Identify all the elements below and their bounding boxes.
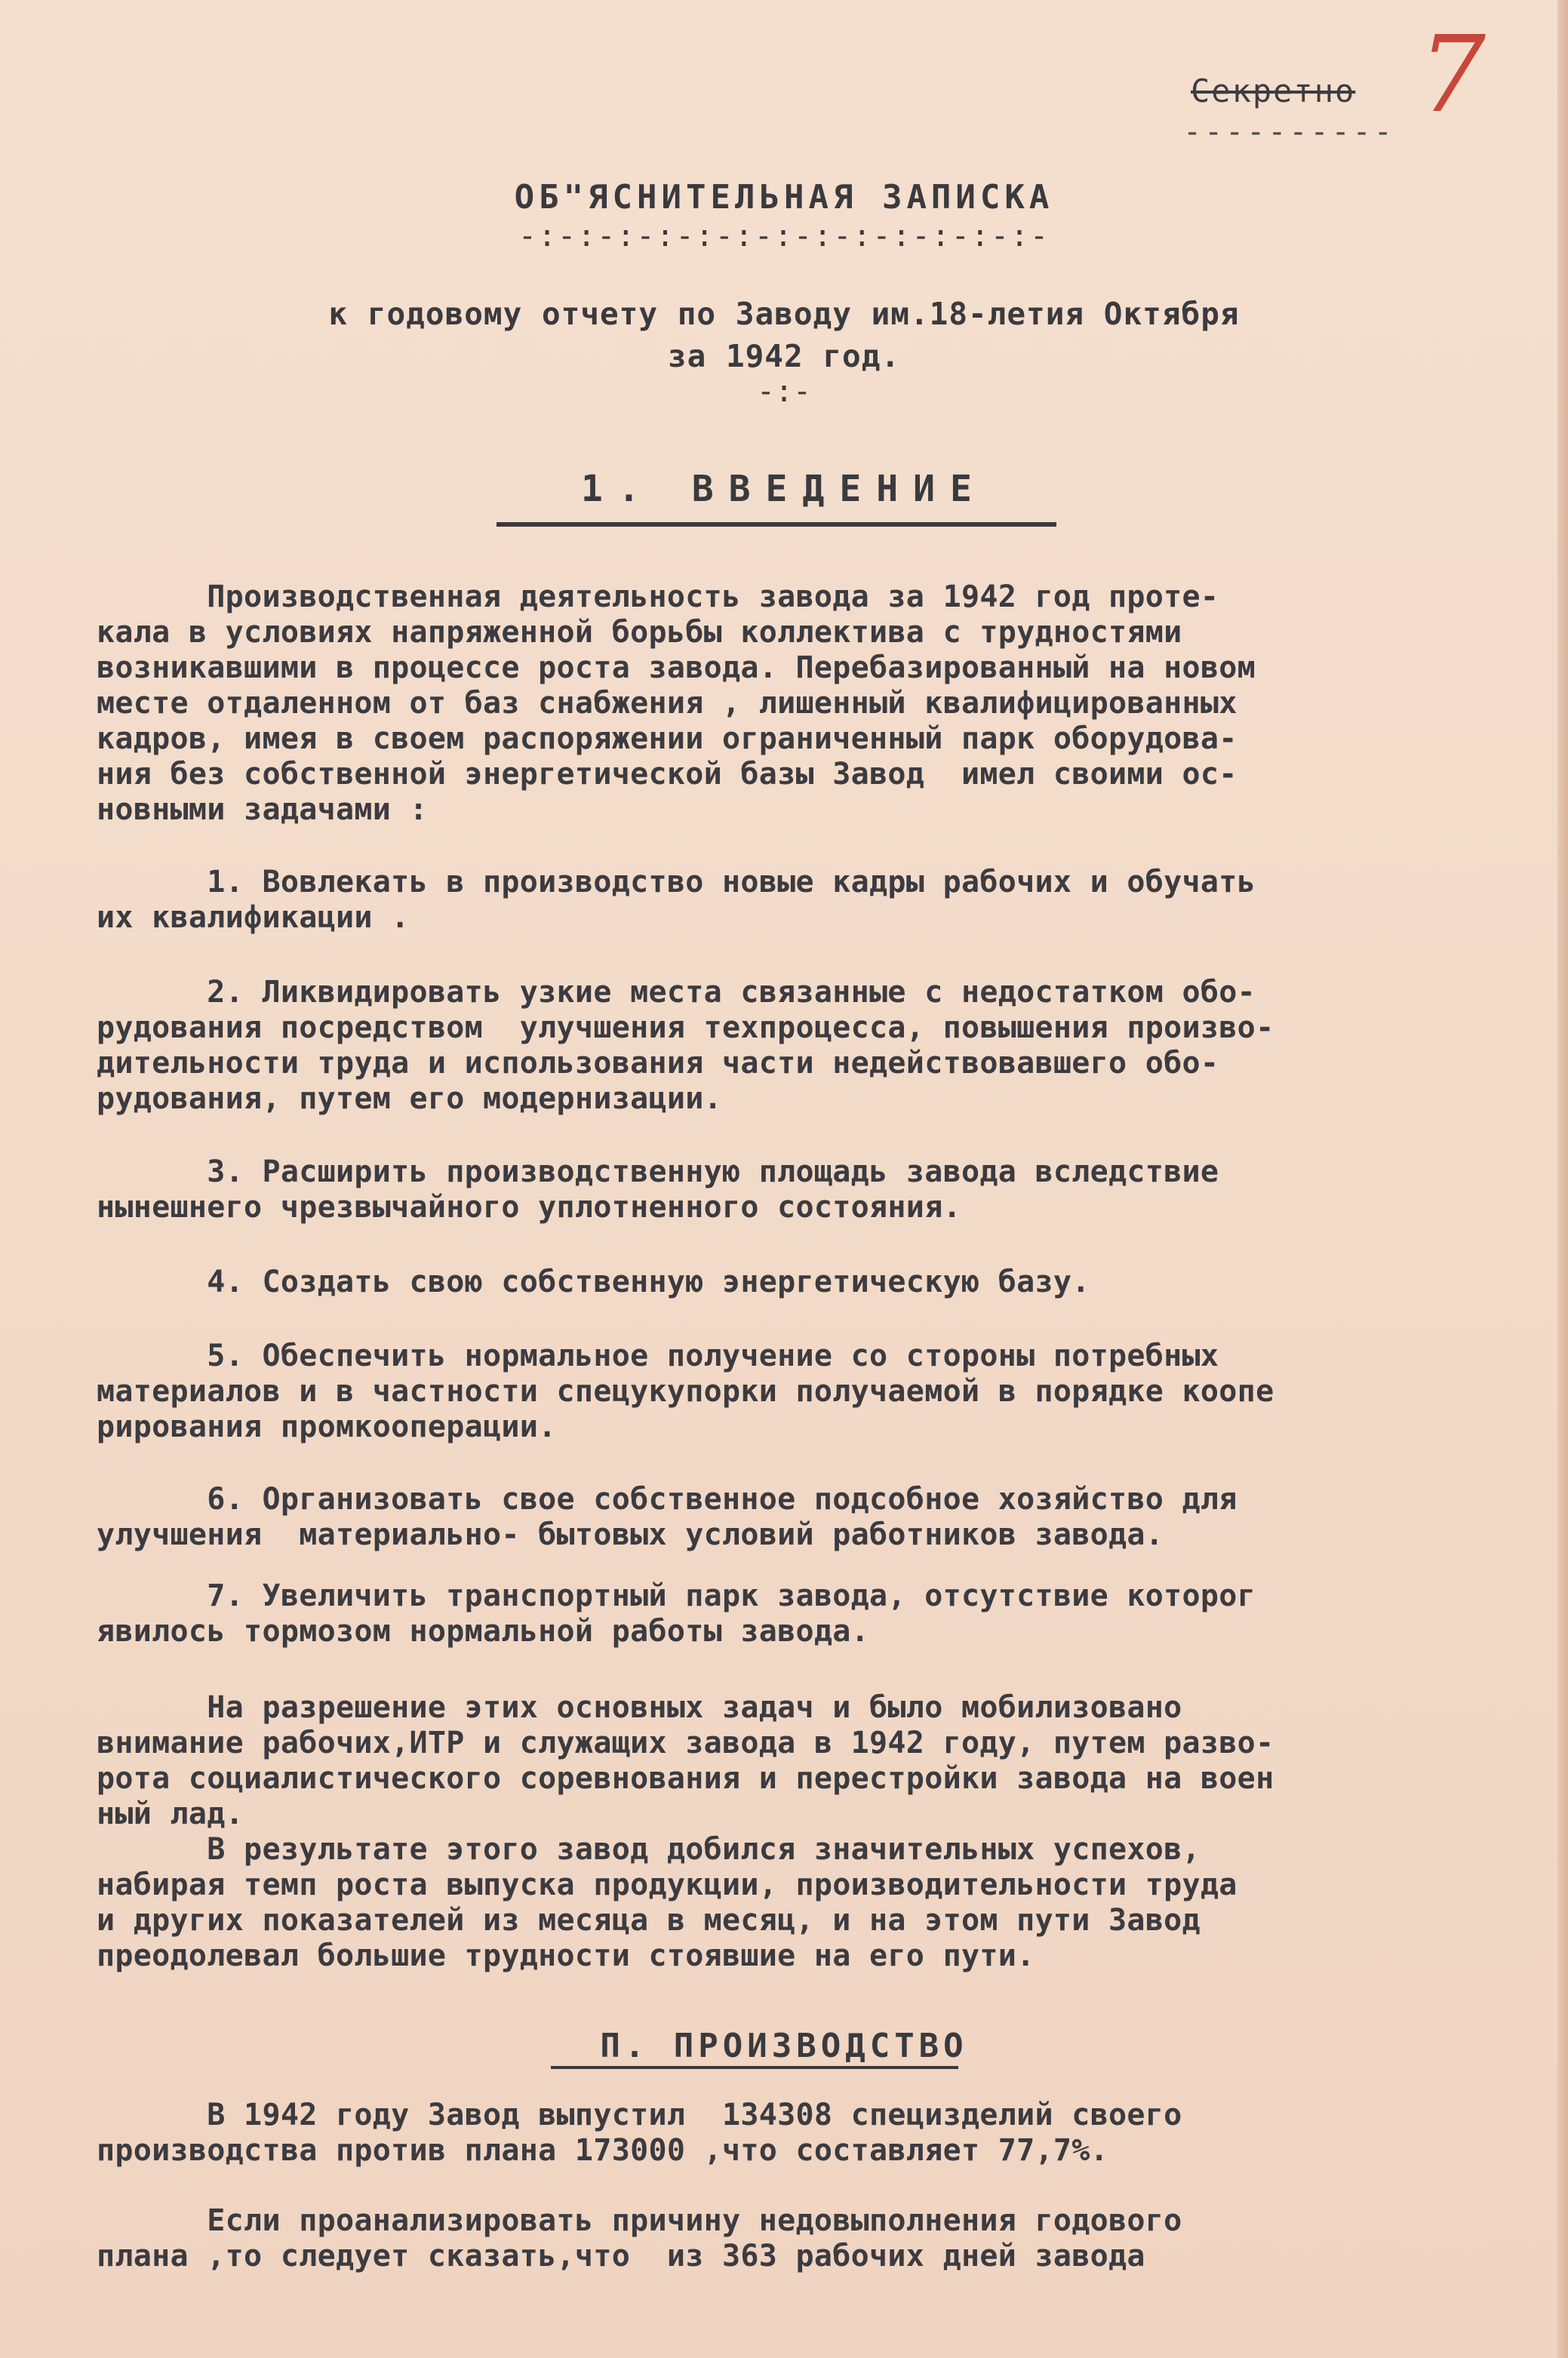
conclusion-paragraph: На разрешение этих основных задач и было мобилизовано внимание рабочих,ИТР и служащих завода в 1942 году, путем разво- рота социалистического соревнования и перестройки завода на воен ный лад. В результате этого завод добился значительных успехов, набирая темп роста выпуска продукции, производительности труда и других показателей из месяца в месяц, и на этом пути Завод преодолевал большие трудности стоявшие на его пути. [97,1690,1274,1973]
task-7: 7. Увеличить транспортный парк завода, отсутствие которог явилось тормозом нормальной работы завода. [97,1579,1256,1649]
section-2-underline [551,2066,958,2069]
task-6: 6. Организовать свое собственное подсобное хозяйство для улучшения материально- бытовых условий работников завода. [97,1482,1237,1552]
section-1-heading: 1. ВВЕДЕНИЕ [581,468,987,510]
task-3: 3. Расширить производственную площадь завода вследствие нынешнего чрезвычайного уплотненного состояния. [97,1154,1219,1225]
production-paragraph-2: Если проанализировать причину недовыполнения годового плана ,то следует сказать,что из 363 рабочих дней завода [97,2203,1182,2273]
document-title: ОБ"ЯСНИТЕЛЬНАЯ ЗАПИСКА [514,178,1054,217]
document-subtitle [0,293,1568,377]
classification-stamp: Секретно [1191,72,1356,109]
task-2: 2. Ликвидировать узкие места связанные с недостатком обо- рудования посредством улучшения техпроцесса, повышения произво- дительности труда и использования части недействовавшего обо- рудования, путем его модернизации. [97,975,1274,1116]
task-5: 5. Обеспечить нормальное получение со стороны потребных материалов и в частности спецукупорки получаемой в порядке коопе рирования промкооперации. [97,1339,1274,1444]
classification-underline: ---------- [1183,115,1395,149]
subtitle-line-1: к годовому отчету по Заводу им.18-летия Октября [328,296,1240,332]
handwritten-page-number: 7 [1419,14,1487,137]
title-dash-line: -:-:-:-:-:-:-:-:-:-:-:-:-:- [518,219,1050,254]
task-4: 4. Создать свою собственную энергетическую базу. [97,1265,1090,1299]
section-2-heading: П. ПРОИЗВОДСТВО [600,2027,968,2065]
intro-paragraph: Производственная деятельность завода за 1942 год проте- кала в условиях напряженной борьбы коллектива с трудностями возникавшими в процессе роста завода. Перебазированный на новом месте отдаленном от баз снабжения , лишенный квалифицированных кадров, имея в своем распоряжении ограниченный парк оборудова- ния без собственной энергетической базы Завод имел своими ос- новными задачами : [97,580,1256,827]
subtitle-line-2: за 1942 год. [667,338,901,374]
production-paragraph-1: В 1942 году Завод выпустил 134308 специзделий своего производства против плана 173000 ,что составляет 77,7%. [97,2098,1182,2168]
subtitle-separator: -:- [756,374,812,409]
task-1: 1. Вовлекать в производство новые кадры рабочих и обучать их квалификации . [97,865,1256,935]
section-1-underline [497,522,1056,527]
